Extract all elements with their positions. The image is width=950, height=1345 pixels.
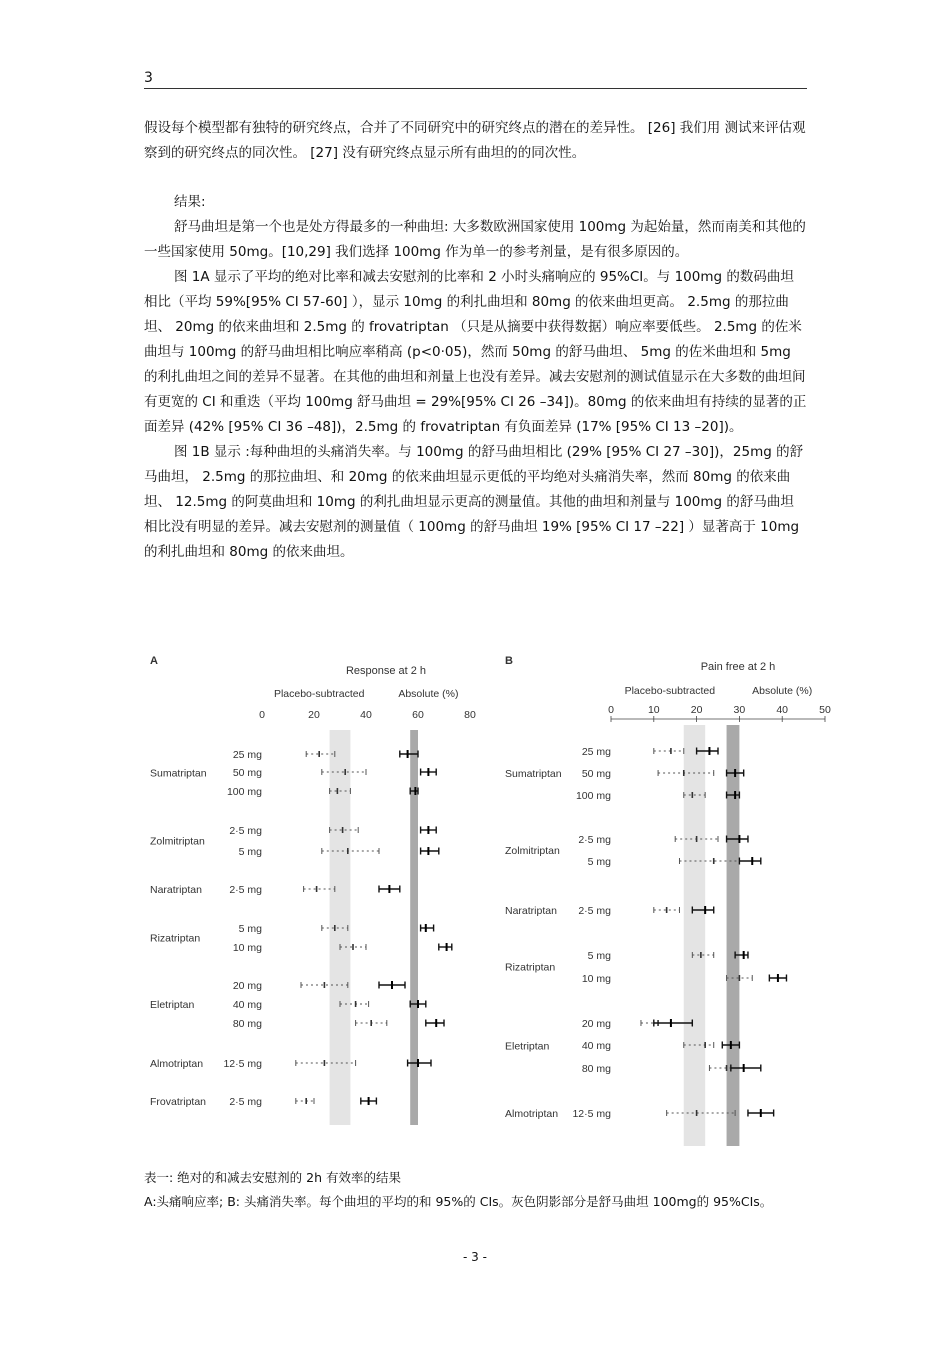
panel-b-drug-eletriptan: Eletriptan — [505, 1040, 550, 1053]
panel-a-rizatriptan-0-dose-label: 5 mg — [238, 923, 262, 935]
results-heading: 结果: — [174, 194, 206, 210]
panel-a-drug-almotriptan: Almotriptan — [150, 1058, 204, 1070]
panel-b-letter: B — [505, 655, 513, 667]
panel-b-rizatriptan-0-dose-label: 5 mg — [587, 950, 611, 962]
panel-a-title: Response at 2 h — [345, 665, 427, 677]
panel-a-almotriptan-0-dose-label: 12·5 mg — [223, 1058, 262, 1070]
panel-a-tick-label-40: 40 — [360, 709, 372, 721]
figure-caption — [144, 1166, 824, 1214]
panel-b-tick-label-10: 10 — [647, 704, 660, 716]
page-header-number: 3 — [144, 70, 153, 86]
panel-a-sumatriptan-2-dose-label: 100 mg — [226, 786, 262, 798]
panel-b-band-absolute — [727, 725, 740, 1146]
panel-a-sumatriptan-0-dose-label: 25 mg — [232, 749, 262, 761]
panel-a-drug-rizatriptan: Rizatriptan — [150, 932, 201, 945]
panel-a-label-placebo: Placebo-subtracted — [273, 688, 365, 700]
paragraph-figure-1b: 图 1B 显示 :每种曲坦的头痛消失率。与 100mg 的舒马曲坦相比 (29% [95% CI 27 –30])，25mg 的舒马曲坦， 2.5mg 的那拉曲坦、和 20mg 的依来曲坦显示更低的平均绝对头痛消失率，然而 80mg 的依来曲坦、 12.5mg 的阿莫曲坦和 10mg 的利扎曲坦显示更高的测量值。其他的曲坦和剂量与 100mg 的舒马曲坦相比没有明显的差异。减去安慰剂的测量值（ 100mg 的舒马曲坦 19% [95% CI 17 –22] ）显著高于 10mg 的利扎曲坦和 80mg 的依来曲坦。 — [144, 444, 804, 560]
panel-a-naratriptan-0-dose-label: 2·5 mg — [229, 884, 262, 896]
panel-b-zolmitriptan-1-dose-label: 5 mg — [587, 856, 611, 868]
panel-b-drug-almotriptan: Almotriptan — [505, 1108, 559, 1120]
panel-b-label-placebo: Placebo-subtracted — [624, 685, 716, 697]
panel-b-rizatriptan-1-dose-label: 10 mg — [581, 973, 611, 985]
paragraph-methods: 假设每个模型都有独特的研究终点，合并了不同研究中的研究终点的潜在的差异性。 [26] 我们用 测试来评估观察到的研究终点的同次性。 [27] 没有研究终点显示所有曲坦的的同次性。 — [144, 120, 806, 161]
panel-b-drug-sumatriptan: Sumatriptan — [505, 768, 562, 780]
panel-a-drug-zolmitriptan: Zolmitriptan — [150, 835, 205, 848]
panel-a-letter: A — [150, 655, 158, 667]
panel-b-band-placebo — [684, 725, 705, 1146]
caption-title: 表一: 绝对的和减去安慰剂的 2h 有效率的结果 — [144, 1170, 402, 1185]
panel-a-tick-label-80: 80 — [464, 709, 476, 721]
panel-a-drug-frovatriptan: Frovatriptan — [150, 1096, 207, 1108]
panel-b-label-absolute: Absolute (%) — [752, 685, 813, 697]
panel-b-eletriptan-1-dose-label: 40 mg — [581, 1040, 611, 1052]
panel-a-rizatriptan-1-dose-label: 10 mg — [232, 942, 262, 954]
panel-b-tick-label-0: 0 — [608, 704, 614, 716]
panel-b-drug-zolmitriptan: Zolmitriptan — [505, 845, 560, 857]
panel-b-zolmitriptan-0-dose-label: 2·5 mg — [578, 834, 611, 846]
paragraph-sumatriptan: 舒马曲坦是第一个也是处方得最多的一种曲坦: 大多数欧洲国家使用 100mg 为起始量，然而南美和其他的一些国家使用 50mg。[10,29] 我们选择 100mg 作为单一的参考剂量，是有很多原因的。 — [144, 219, 806, 260]
page-footer-number: - 3 - — [463, 1250, 487, 1264]
panel-b-tick-label-30: 30 — [733, 704, 746, 716]
panel-b-eletriptan-2-dose-label: 80 mg — [581, 1063, 611, 1075]
panel-a-drug-eletriptan: Eletriptan — [150, 999, 195, 1011]
header-rule — [144, 88, 807, 89]
panel-b-tick-label-50: 50 — [819, 704, 831, 716]
panel-b-drug-naratriptan: Naratriptan — [505, 905, 557, 917]
panel-a-tick-label-20: 20 — [308, 709, 320, 721]
panel-b-title: Pain free at 2 h — [700, 661, 776, 673]
panel-b-almotriptan-0-dose-label: 12·5 mg — [572, 1108, 611, 1120]
panel-a-sumatriptan-1-dose-label: 50 mg — [232, 767, 262, 779]
panel-b-tick-label-40: 40 — [776, 704, 789, 716]
panel-a-drug-naratriptan: Naratriptan — [150, 884, 202, 896]
panel-b-sumatriptan-1-dose-label: 50 mg — [581, 768, 611, 780]
figure-forest-plots — [144, 648, 844, 1158]
panel-b-sumatriptan-2-dose-label: 100 mg — [575, 790, 611, 802]
panel-a-tick-label-0: 0 — [259, 709, 265, 721]
panel-a-zolmitriptan-1-dose-label: 5 mg — [238, 846, 262, 858]
panel-b-sumatriptan-0-dose-label: 25 mg — [581, 746, 611, 758]
paragraph-gap — [144, 166, 807, 190]
paragraph-figure-1a: 图 1A 显示了平均的绝对比率和减去安慰剂的比率和 2 小时头痛响应的 95%CI。与 100mg 的数码曲坦相比（平均 59%[95% CI 57-60] ），显示 10mg 的利扎曲坦和 80mg 的依来曲坦更高。 2.5mg 的那拉曲坦、 20mg 的依来曲坦和 2.5mg 的 frovatriptan （只是从摘要中获得数据）响应率要低些。 2.5mg 的佐米曲坦与 100mg 的舒马曲坦相比响应率稍高 (p<0·05)，然而 50mg 的舒马曲坦、 5mg 的佐米曲坦和 5mg 的利扎曲坦之间的差异不显著。在其他的曲坦和剂量上也没有差异。减去安慰剂的测试值显示在大多数的曲坦间有更宽的 CI 和重迭（平均 100mg 舒马曲坦 = 29%[95% CI 26 –34])。80mg 的依来曲坦有持续的显著的正面差异 (42% [95% CI 36 –48])，2.5mg 的 frovatriptan 有负面差异 (17% [95% CI 13 –20])。 — [144, 269, 807, 435]
panel-a-eletriptan-2-dose-label: 80 mg — [232, 1018, 262, 1030]
panel-a-eletriptan-0-dose-label: 20 mg — [232, 980, 262, 992]
panel-a-frovatriptan-0-dose-label: 2·5 mg — [229, 1096, 262, 1108]
panel-a-drug-sumatriptan: Sumatriptan — [150, 767, 207, 780]
panel-a-label-absolute: Absolute (%) — [398, 688, 459, 700]
panel-b-eletriptan-0-dose-label: 20 mg — [581, 1018, 611, 1030]
panel-a-tick-label-60: 60 — [412, 709, 424, 721]
caption-description: A:头痛响应率; B: 头痛消失率。每个曲坦的平均的和 95%的 CIs。灰色阴影部分是舒马曲坦 100mg的 95%CIs。 — [144, 1194, 773, 1209]
panel-b-tick-label-20: 20 — [690, 704, 703, 716]
figure-svg — [144, 648, 844, 1158]
panel-a-eletriptan-1-dose-label: 40 mg — [232, 999, 262, 1011]
panel-a-band-absolute — [410, 730, 418, 1125]
body-text — [144, 116, 807, 565]
panel-a-zolmitriptan-0-dose-label: 2·5 mg — [229, 825, 262, 837]
panel-b-naratriptan-0-dose-label: 2·5 mg — [578, 905, 611, 917]
panel-b-drug-rizatriptan: Rizatriptan — [505, 961, 556, 974]
